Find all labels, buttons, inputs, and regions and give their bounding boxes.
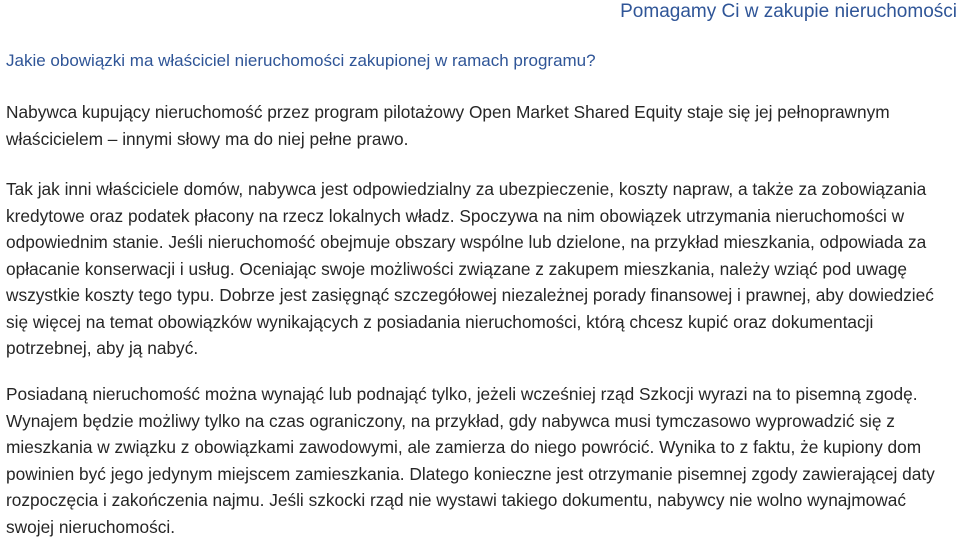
section-question-heading: Jakie obowiązki ma właściciel nieruchomości zakupionej w ramach programu? (6, 51, 596, 70)
page-header-title: Pomagamy Ci w zakupie nieruchomości (620, 1, 957, 22)
paragraph-responsibilities: Tak jak inni właściciele domów, nabywca jest odpowiedzialny za ubezpieczenie, koszty napraw, a także za zobowiązania kredytowe oraz podatek płacony na rzecz lokalnych władz. Spoczywa na nim obowiązek utrzymania nieruchomości w odpowiednim stanie. Jeśli nieruchomość obejmuje obszary wspólne lub dzielone, na przykład mieszkania, odpowiada za opłacanie konserwacji i usług. Oceniając swoje możliwości związane z zakupem mieszkania, należy wziąć pod uwagę wszystkie koszty tego typu. Dobrze jest zasięgnąć szczegółowej niezależnej porady finansowej i prawnej, aby dowiedzieć się więcej na temat obowiązków wynikających z posiadania nieruchomości, którą chcesz kupić oraz dokumentacji potrzebnej, aby ją nabyć. (6, 179, 934, 358)
paragraph-renting: Posiadaną nieruchomość można wynająć lub podnająć tylko, jeżeli wcześniej rząd Szkocji wyrazi na to pisemną zgodę. Wynajem będzie możliwy tylko na czas ograniczony, na przykład, gdy nabywca musi tymczasowo wyprowadzić się z mieszkania w związku z obowiązkami zawodowymi, ale zamierza do niego powrócić. Wynika to z faktu, że kupiony dom powinien być jego jedynym miejscem zamieszkania. Dlatego konieczne jest otrzymanie pisemnej zgody zawierającej daty rozpoczęcia i zakończenia najmu. Jeśli szkocki rząd nie wystawi takiego dokumentu, nabywcy nie wolno wynajmować swojej nieruchomości. (6, 384, 935, 537)
paragraph-ownership: Nabywca kupujący nieruchomość przez program pilotażowy Open Market Shared Equity staje się jej pełnoprawnym właścicielem – innymi słowy ma do niej pełne prawo. (6, 102, 890, 149)
